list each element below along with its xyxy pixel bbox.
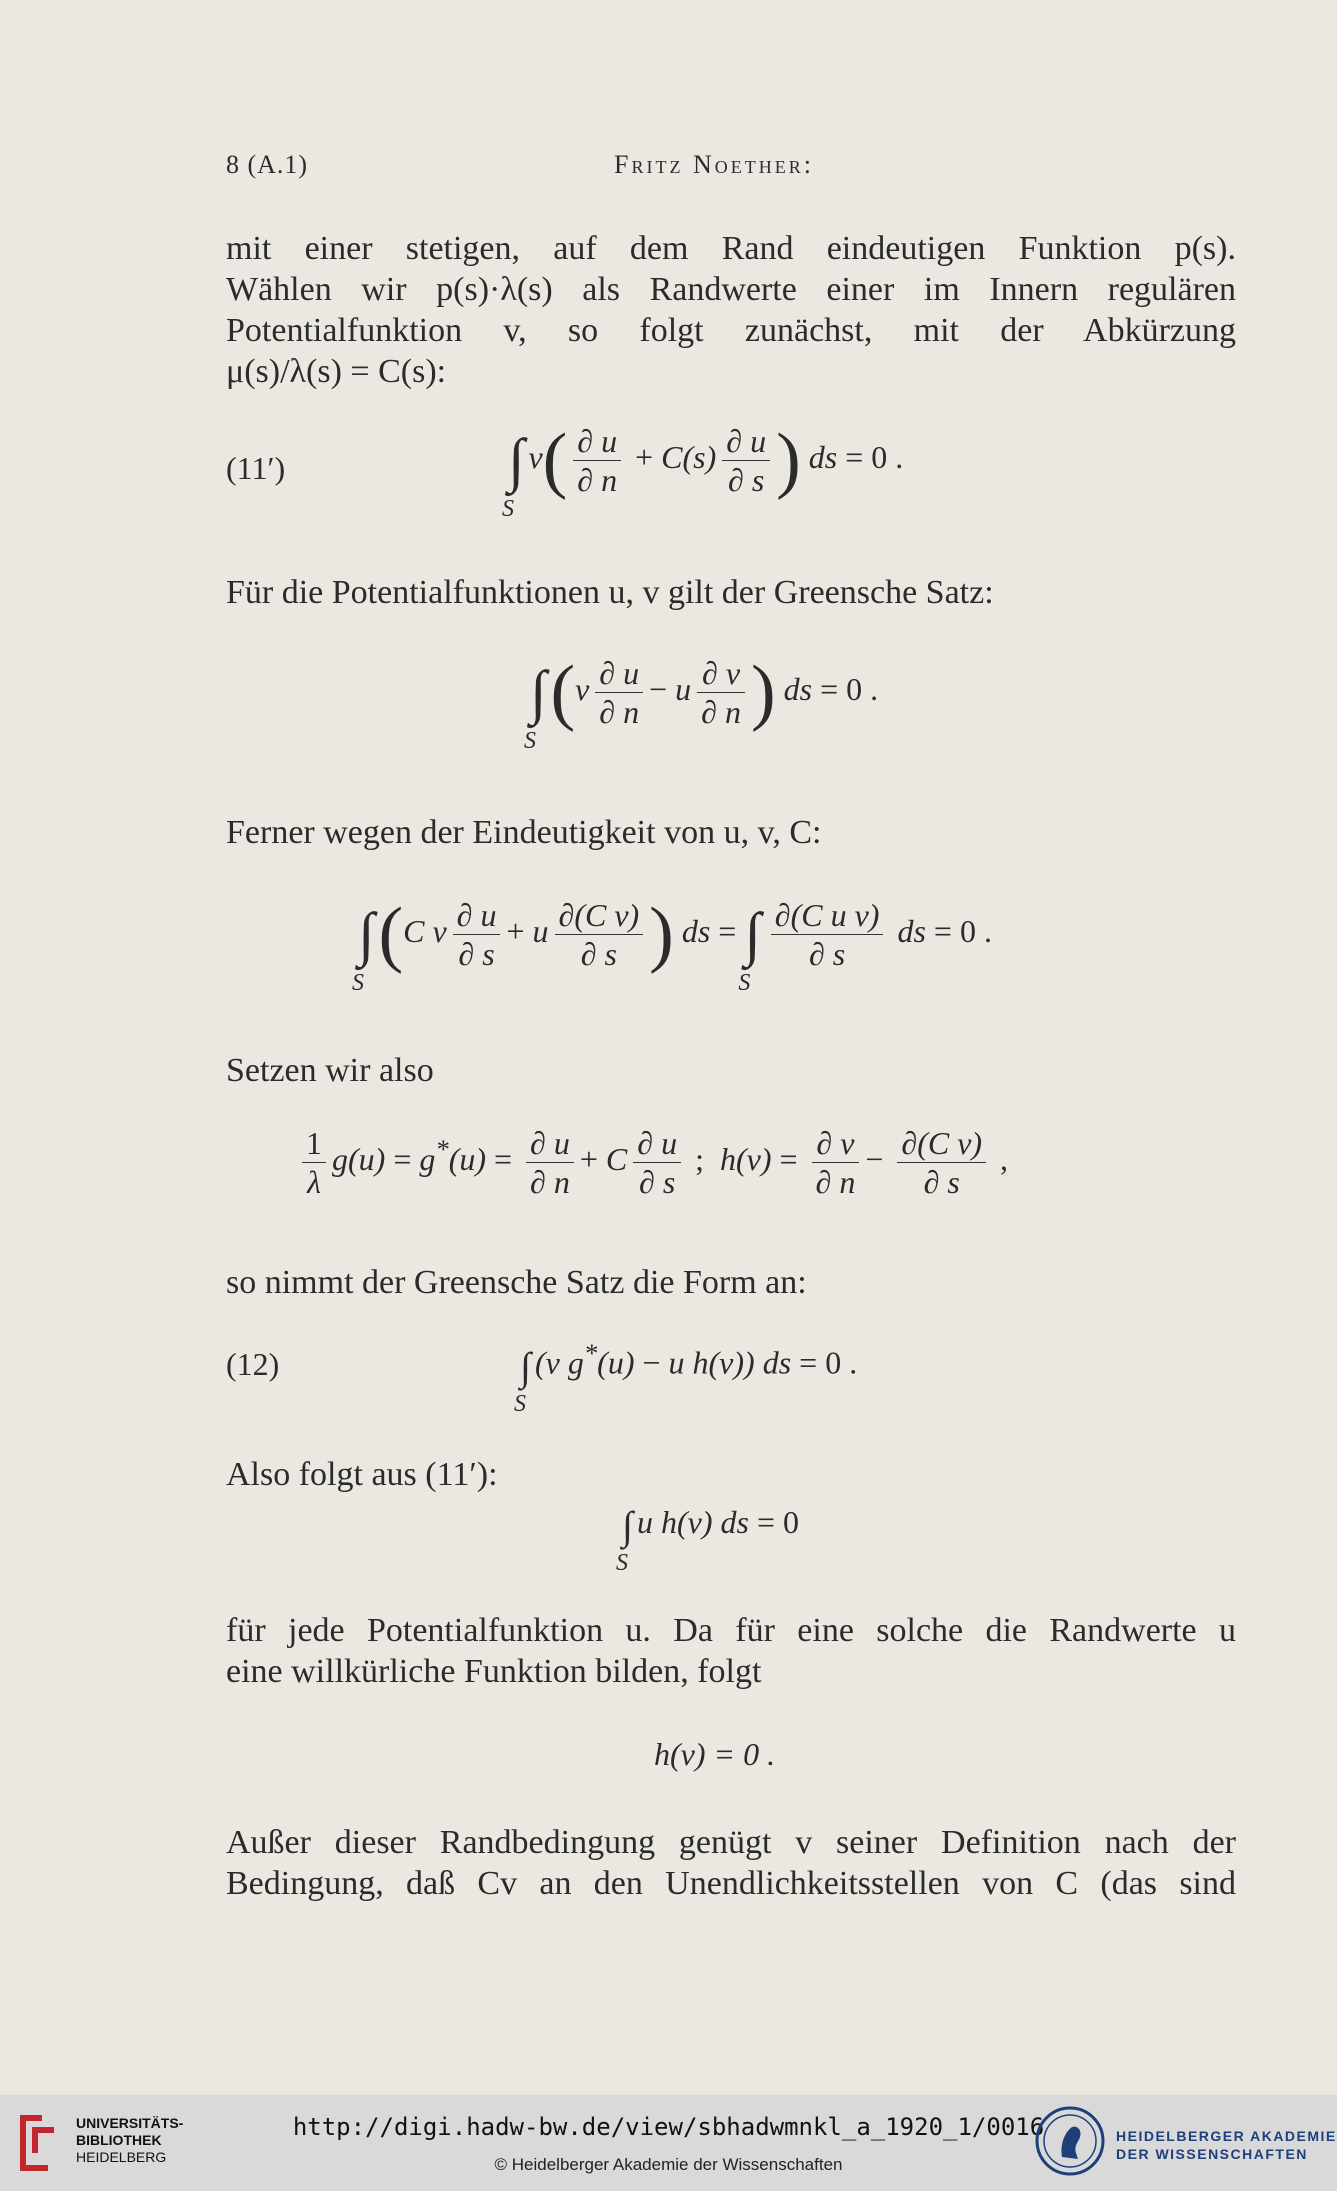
text-line: Wählen wir p(s)·λ(s) als Randwerte einer im Innern regulären <box>226 271 1236 308</box>
text-line: eine willkürliche Funktion bilden, folgt <box>226 1653 762 1690</box>
permalink-url[interactable]: http://digi.hadw-bw.de/view/sbhadwmnkl_a_1920_1/0016 <box>292 2113 1045 2141</box>
paragraph-1 <box>226 228 1236 392</box>
footer-bar <box>0 2095 1337 2191</box>
academy-name: HEIDELBERGER AKADEMIE DER WISSENSCHAFTEN <box>1116 2128 1337 2162</box>
equation-green: ∫ S (v $\frac{\partial u}{\partial n}$ − u $\frac{\partial v}{\partial n}$ ) ds = 0 . <box>524 651 879 754</box>
text-line: Potentialfunktion v, so folgt zunächst, mit der Abkürzung <box>226 312 1236 349</box>
equation-uniqueness: ∫ S (C v $\frac{\partial u}{\partial s}$ + u $\frac{\text{∂(C v)}}{\partial s}$ ) ds = ∫ S $\frac{\text{∂(C u v)}}{\partial s}$ ds = 0 . <box>352 893 992 996</box>
running-head-author: Fritz Noether: <box>614 150 814 179</box>
paragraph-3: Ferner wegen der Eindeutigkeit von u, v, C: <box>226 814 822 851</box>
equation-label: (11′) <box>226 450 286 486</box>
equation-label: (12) <box>226 1346 280 1382</box>
text-line: Bedingung, daß Cv an den Unendlichkeitsstellen von C (das sind <box>226 1865 1236 1902</box>
equation-h-zero: h(v) = 0 . <box>654 1736 776 1772</box>
university-library-name: UNIVERSITÄTS- BIBLIOTHEK HEIDELBERG <box>76 2115 184 2165</box>
paragraph-7 <box>226 1610 1236 1692</box>
paragraph-2: Für die Potentialfunktionen u, v gilt der Greensche Satz: <box>226 574 994 611</box>
equation-definitions: $\frac{1}{\lambda}$ g(u) = g*(u) = $\frac{\partial u}{\partial n}$ + C $\frac{\partial u}{\partial s}$ ; h(v) = $\frac{\partial v}{\partial n}$ − $\frac{\text{∂(C v)}}{\partial s}$ , <box>296 1124 1008 1201</box>
paragraph-5: so nimmt der Greensche Satz die Form an: <box>226 1264 807 1301</box>
academy-seal-icon <box>1034 2105 1106 2177</box>
text-line: Außer dieser Randbedingung genügt v seiner Definition nach der <box>226 1824 1236 1861</box>
copyright-notice: © Heidelberger Akademie der Wissenschaften <box>494 2155 843 2174</box>
paragraph-4: Setzen wir also <box>226 1052 434 1089</box>
text-line: für jede Potentialfunktion u. Da für eine solche die Randwerte u <box>226 1612 1236 1649</box>
equation-11-prime: ∫ S v( $\frac{\partial u}{\partial n}$ + C(s) $\frac{\partial u}{\partial s}$ ) ds = 0 . <box>502 419 904 522</box>
text-line: μ(s)/λ(s) = C(s): <box>226 353 447 390</box>
paragraph-8 <box>226 1822 1236 1904</box>
paragraph-6: Also folgt aus (11′): <box>226 1456 498 1493</box>
equation-uhv: ∫ S u h(v) ds = 0 <box>616 1503 799 1576</box>
page-number: 8 (A.1) <box>226 150 309 179</box>
equation-12: ∫ S (v g*(u) − u h(v)) ds = 0 . <box>514 1338 858 1417</box>
text-line: mit einer stetigen, auf dem Rand eindeutigen Funktion p(s). <box>226 230 1236 267</box>
